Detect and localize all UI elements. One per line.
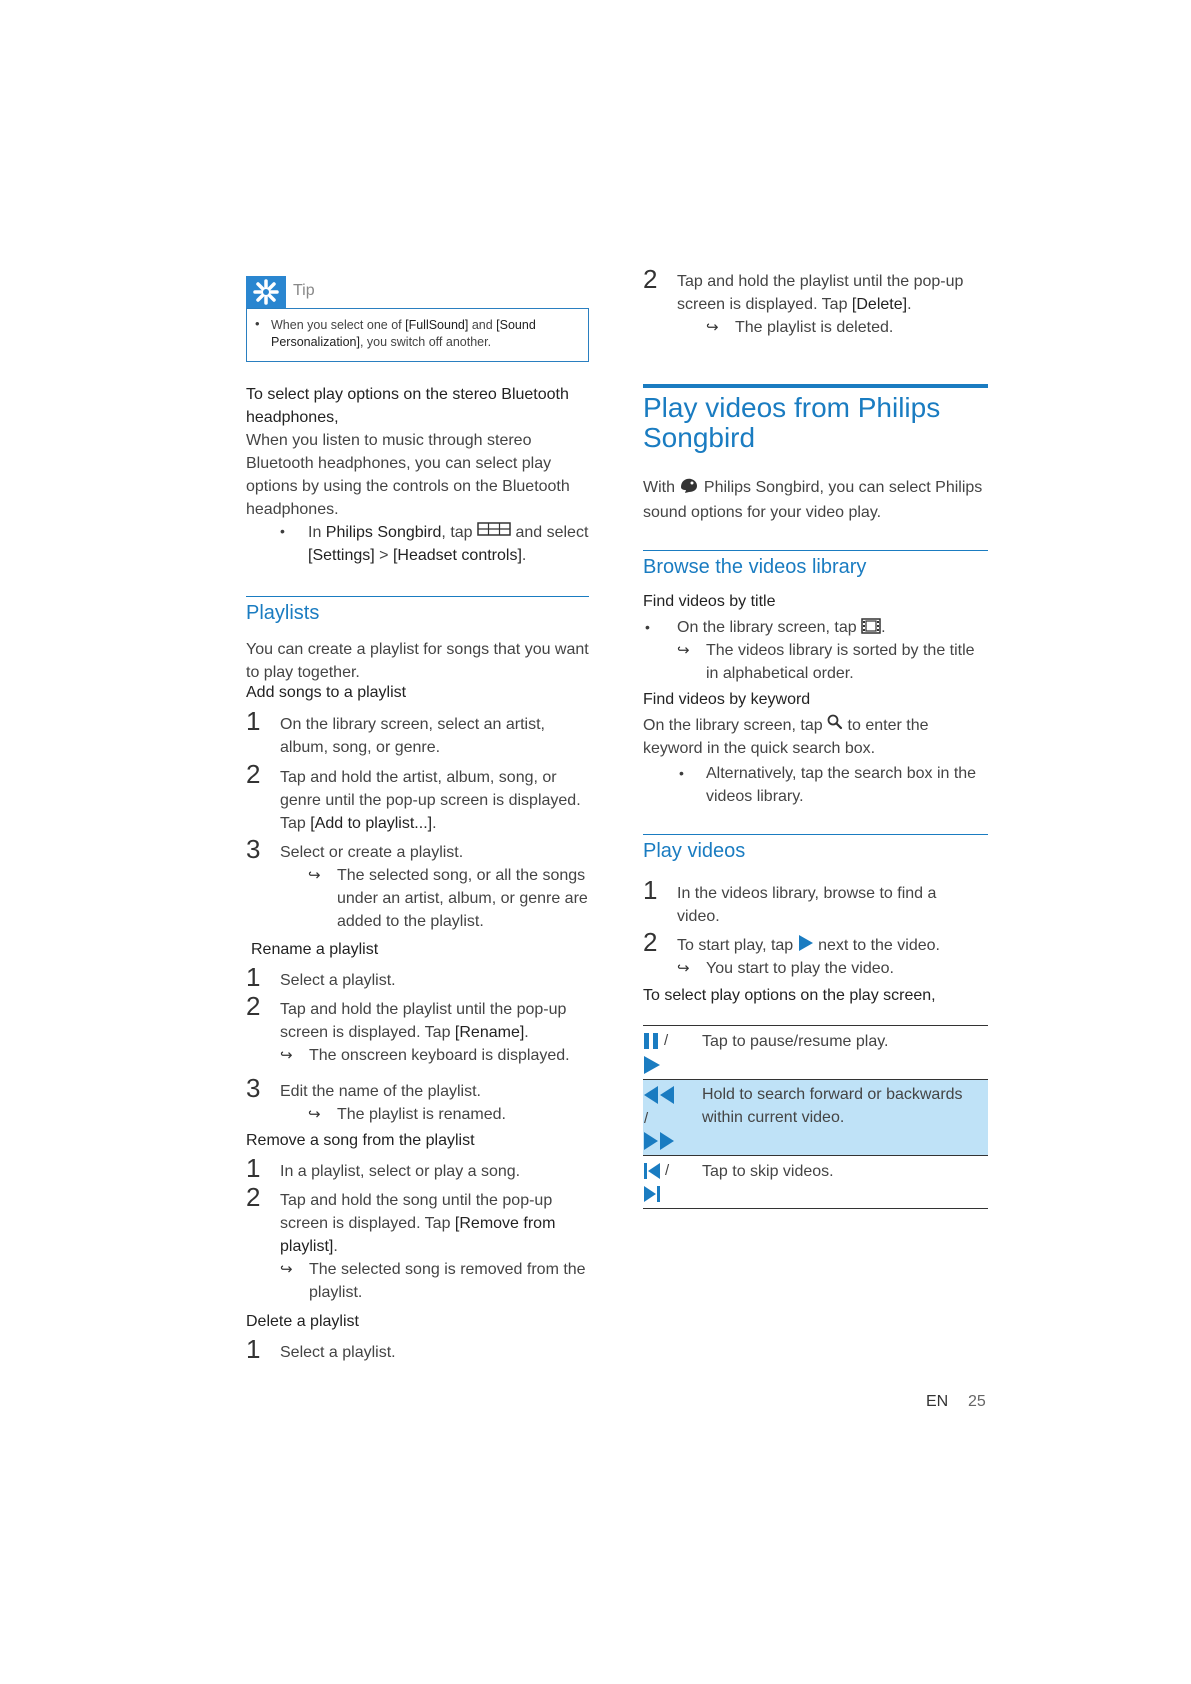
controls-table-bottom-rule <box>643 1208 988 1209</box>
result-arrow-icon: ↪ <box>677 642 690 659</box>
rename-step-2-result: The onscreen keyboard is displayed. <box>309 1047 570 1064</box>
step-number: 3 <box>246 834 261 864</box>
browse-rule <box>643 550 988 551</box>
browse-title: Browse the videos library <box>643 556 867 578</box>
controls-row-skip <box>643 1156 988 1208</box>
step-number: 2 <box>246 759 261 789</box>
result-arrow-icon: ↪ <box>280 1047 293 1064</box>
play-icon[interactable] <box>798 935 814 958</box>
result-arrow-icon: ↪ <box>308 867 321 884</box>
pause-description: Tap to pause/resume play. <box>702 1033 889 1050</box>
bt-body: When you listen to music through stereo Bluetooth headphones, you can select play options by using the controls on the Bluetooth headphones. <box>246 432 570 518</box>
previous-icon <box>643 1162 661 1185</box>
find-by-keyword-bullet: Alternatively, tap the search box in the videos library. <box>706 765 977 805</box>
bt-heading: To select play options on the stereo Bluetooth headphones, <box>246 386 569 426</box>
play-step-2-result: You start to play the video. <box>706 960 894 977</box>
find-by-title-bullet: On the library screen, tap . <box>677 616 977 641</box>
step-number: 2 <box>643 264 658 294</box>
main-title: Play videos from Philips Songbird <box>643 392 941 453</box>
remove-heading: Remove a song from the playlist <box>246 1132 475 1149</box>
step-number: 1 <box>246 1334 261 1364</box>
bt-bullet: In Philips Songbird, tap and select [Settings] > [Headset controls]. <box>308 521 591 567</box>
rename-step-3-result: The playlist is renamed. <box>337 1106 506 1123</box>
rename-heading: Rename a playlist <box>251 941 379 958</box>
result-arrow-icon: ↪ <box>677 960 690 977</box>
rename-step-1: Select a playlist. <box>280 972 396 989</box>
video-library-icon[interactable] <box>861 618 881 641</box>
next-icon <box>643 1185 661 1208</box>
play-videos-title: Play videos <box>643 840 746 862</box>
skip-description: Tap to skip videos. <box>702 1163 834 1180</box>
bt-bullet-dot: • <box>280 523 285 539</box>
fast-forward-icon <box>643 1132 675 1155</box>
delete-step-2: Tap and hold the playlist until the pop-up screen is displayed. Tap [Delete]. <box>677 273 964 313</box>
search-icon[interactable] <box>827 714 843 737</box>
delete-step-2-result: The playlist is deleted. <box>735 319 894 336</box>
songbird-intro: With Philips Songbird, you can select Philips sound options for your video play. <box>643 476 988 524</box>
bullet-dot: • <box>645 619 650 635</box>
search-description: Hold to search forward or backwards within current video. <box>702 1086 963 1126</box>
controls-row-search <box>643 1080 988 1155</box>
songbird-logo-icon <box>679 476 699 501</box>
remove-step-1: In a playlist, select or play a song. <box>280 1163 521 1180</box>
tip-bullet-dot: • <box>255 316 260 331</box>
find-by-title-result: The videos library is sorted by the title in alphabetical order. <box>706 642 975 682</box>
controls-row-pause <box>643 1026 988 1079</box>
step-number: 3 <box>246 1073 261 1103</box>
rename-step-3: Edit the name of the playlist. <box>280 1083 481 1100</box>
tip-icon <box>246 276 286 308</box>
play-step-2: To start play, tap next to the video. <box>677 934 977 958</box>
page-number: 25 <box>968 1393 986 1410</box>
result-arrow-icon: ↪ <box>280 1261 293 1278</box>
add-step-3: Select or create a playlist. <box>280 844 464 861</box>
step-number: 2 <box>643 927 658 957</box>
tip-text: When you select one of [FullSound] and [Sound Personalization], you switch off another. <box>271 318 536 349</box>
play-options-heading: To select play options on the play screen, <box>643 987 936 1004</box>
add-step-1: On the library screen, select an artist, album, song, or genre. <box>280 716 545 756</box>
menu-grid-icon <box>477 521 511 544</box>
pause-icon <box>643 1032 661 1055</box>
find-by-keyword-body: On the library screen, tap to enter the keyword in the quick search box. <box>643 714 963 760</box>
result-arrow-icon: ↪ <box>706 319 719 336</box>
step-number: 2 <box>246 1182 261 1212</box>
result-arrow-icon: ↪ <box>308 1106 321 1123</box>
footer-language: EN <box>926 1393 949 1410</box>
rewind-icon <box>643 1086 675 1109</box>
step-number: 1 <box>246 962 261 992</box>
step-number: 2 <box>246 991 261 1021</box>
add-step-2: Tap and hold the artist, album, song, or genre until the pop-up screen is displayed. Tap [Add to playlist...]. <box>280 769 581 832</box>
remove-step-2-result: The selected song is removed from the playlist. <box>309 1261 586 1301</box>
playlists-intro: You can create a playlist for songs that you want to play together. <box>246 641 589 681</box>
main-title-rule <box>643 384 988 388</box>
step-number: 1 <box>246 1153 261 1183</box>
slash-separator: / <box>664 1032 669 1049</box>
delete-step-1: Select a playlist. <box>280 1344 396 1361</box>
tip-label: Tip <box>293 282 315 299</box>
find-by-keyword-heading: Find videos by keyword <box>643 691 811 708</box>
remove-step-2: Tap and hold the song until the pop-up screen is displayed. Tap [Remove from playlist]. <box>280 1192 556 1255</box>
add-step-3-result: The selected song, or all the songs under an artist, album, or genre are added to the playlist. <box>337 867 588 930</box>
play-videos-rule <box>643 834 988 835</box>
bullet-dot: • <box>679 765 684 781</box>
resume-icon <box>644 1056 660 1079</box>
slash-separator: / <box>644 1110 649 1127</box>
playlists-rule <box>246 596 589 597</box>
slash-separator: / <box>665 1162 670 1179</box>
delete-heading: Delete a playlist <box>246 1313 359 1330</box>
play-step-1: In the videos library, browse to find a video. <box>677 885 937 925</box>
step-number: 1 <box>643 875 658 905</box>
step-number: 1 <box>246 706 261 736</box>
playlists-title: Playlists <box>246 602 320 624</box>
add-heading: Add songs to a playlist <box>246 684 407 701</box>
find-by-title-heading: Find videos by title <box>643 593 776 610</box>
rename-step-2: Tap and hold the playlist until the pop-up screen is displayed. Tap [Rename]. <box>280 1001 567 1041</box>
